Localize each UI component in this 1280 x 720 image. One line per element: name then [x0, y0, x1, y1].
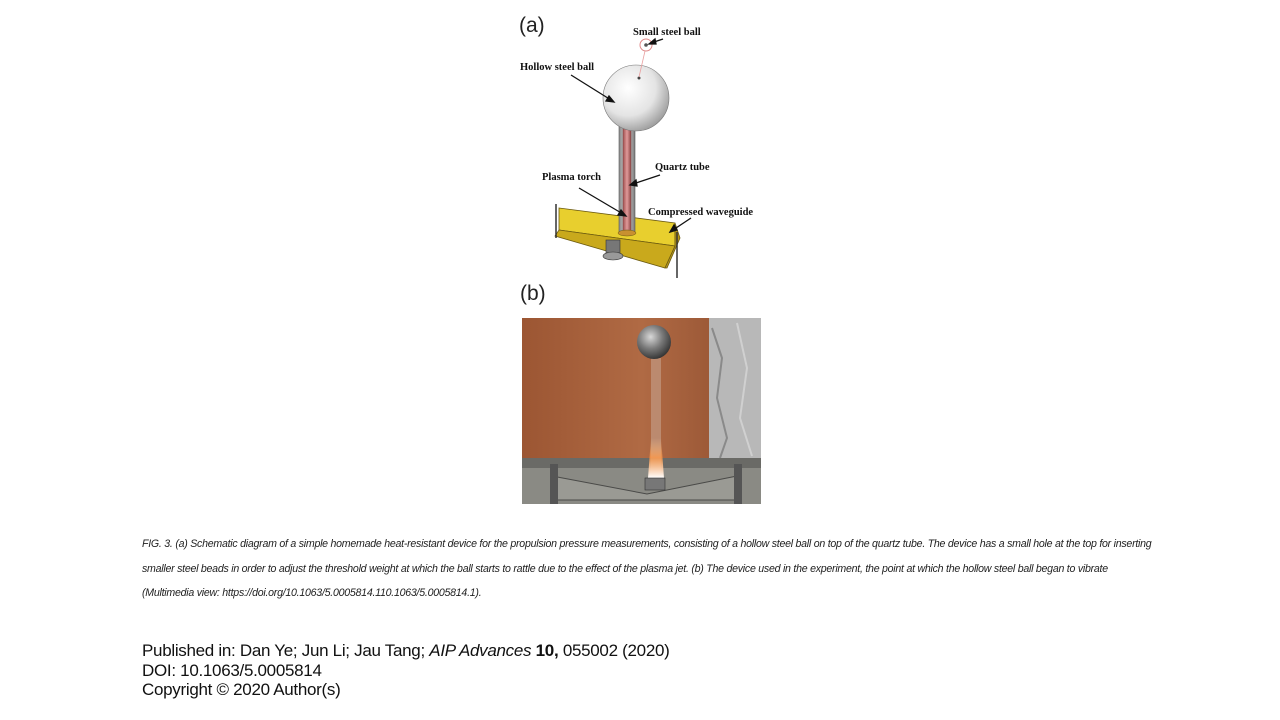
journal-volume: 10,	[535, 641, 559, 660]
caption-label: FIG. 3.	[142, 538, 173, 550]
photo-steel-ball	[637, 325, 671, 359]
bottom-fitting	[603, 240, 623, 260]
experiment-photo	[522, 318, 761, 504]
label-hollow-steel-ball: Hollow steel ball	[520, 62, 595, 73]
foil-panel	[709, 318, 761, 458]
figure-caption	[142, 532, 1157, 606]
schematic-diagram	[515, 18, 785, 293]
caption-text: (a) Schematic diagram of a simple homemade heat-resistant device for the propulsion pressure measurements, consisting of a hollow steel ball on top of the quartz tube. The device has a small hole at the top for inserting smaller steel beads in order to adjust the threshold weight at which the ball starts to rattle due to the effect of the plasma jet. (b) The device used in the experiment, the point at which the hollow steel ball began to vibrate (Multimedia view: https://doi.org/10.1063/5.0005814.110.1063/5.0005814.1).	[142, 538, 1152, 599]
publication-info	[142, 641, 670, 700]
copyright-line: Copyright © 2020 Author(s)	[142, 680, 341, 699]
hollow-steel-ball-shape	[603, 65, 669, 131]
panel-a-label: (a)	[519, 14, 545, 37]
label-quartz-tube: Quartz tube	[655, 162, 710, 173]
published-prefix: Published in: Dan Ye; Jun Li; Jau Tang;	[142, 641, 430, 660]
published-line	[142, 641, 670, 661]
panel-b-label: (b)	[520, 282, 546, 305]
label-compressed-waveguide: Compressed waveguide	[648, 207, 754, 218]
label-small-steel-ball: Small steel ball	[633, 27, 701, 38]
article-number: 055002 (2020)	[558, 641, 670, 660]
doi-line: DOI: 10.1063/5.0005814	[142, 660, 322, 680]
label-plasma-torch: Plasma torch	[542, 172, 602, 183]
journal-name: AIP Advances	[429, 641, 532, 660]
